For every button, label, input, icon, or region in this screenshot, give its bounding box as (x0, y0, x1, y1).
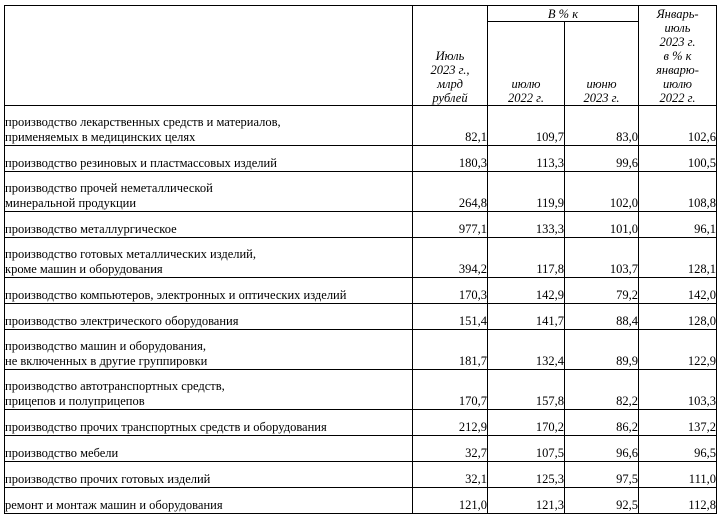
table-row (5, 304, 717, 330)
header-vs-june-2023 (565, 22, 639, 106)
table-row (5, 410, 717, 436)
percent-vs-july-2022: 170,2 (488, 410, 565, 436)
header-line: 2022 г. (508, 91, 544, 105)
header-line: январю- (656, 63, 699, 77)
value-billion-rub: 181,7 (413, 330, 488, 370)
percent-vs-july-2022: 133,3 (488, 212, 565, 238)
header-line: 2023 г. (583, 91, 620, 105)
table-row (5, 488, 717, 514)
header-line: июню (586, 77, 617, 91)
table-row (5, 330, 717, 370)
percent-jan-july: 108,8 (639, 172, 717, 212)
industry-name (5, 410, 413, 436)
percent-jan-july: 103,3 (639, 370, 717, 410)
percent-jan-july: 122,9 (639, 330, 717, 370)
percent-jan-july: 142,0 (639, 278, 717, 304)
industry-name (5, 106, 413, 146)
industry-name-line: производство мебели (5, 446, 119, 460)
table-row (5, 146, 717, 172)
industry-name (5, 212, 413, 238)
value-billion-rub: 32,7 (413, 436, 488, 462)
table-row (5, 238, 717, 278)
header-jan-july (639, 6, 717, 106)
industry-name-line: производство металлургическое (5, 222, 177, 236)
value-billion-rub: 32,1 (413, 462, 488, 488)
industry-name-line: ремонт и монтаж машин и оборудования (5, 498, 223, 512)
header-line: Январь- (656, 7, 699, 21)
percent-vs-july-2022: 113,3 (488, 146, 565, 172)
percent-jan-july: 111,0 (639, 462, 717, 488)
industry-name (5, 370, 413, 410)
industry-name (5, 304, 413, 330)
percent-vs-june-2023: 103,7 (565, 238, 639, 278)
percent-vs-june-2023: 96,6 (565, 436, 639, 462)
industry-name-line: производство прочей неметаллической (5, 181, 213, 195)
percent-vs-june-2023: 89,9 (565, 330, 639, 370)
header-percent-group: В % к (488, 6, 639, 22)
industry-name-line: производство лекарственных средств и материалов, (5, 115, 281, 129)
industry-name-line: прицепов и полуприцепов (5, 394, 145, 408)
table-row (5, 172, 717, 212)
header-line: 2023 г. (659, 35, 696, 49)
value-billion-rub: 977,1 (413, 212, 488, 238)
industry-name-line: производство прочих готовых изделий (5, 472, 211, 486)
percent-vs-july-2022: 125,3 (488, 462, 565, 488)
industry-name-line: кроме машин и оборудования (5, 262, 163, 276)
value-billion-rub: 82,1 (413, 106, 488, 146)
percent-jan-july: 137,2 (639, 410, 717, 436)
industry-name-line: производство компьютеров, электронных и оптических изделий (5, 288, 347, 302)
industry-name (5, 488, 413, 514)
percent-vs-june-2023: 97,5 (565, 462, 639, 488)
industry-name-line: минеральной продукции (5, 196, 137, 210)
table-row (5, 370, 717, 410)
percent-vs-july-2022: 157,8 (488, 370, 565, 410)
value-billion-rub: 264,8 (413, 172, 488, 212)
industry-name-line: производство прочих транспортных средств и оборудования (5, 420, 327, 434)
industry-name-line: производство электрического оборудования (5, 314, 239, 328)
value-billion-rub: 151,4 (413, 304, 488, 330)
industry-name (5, 278, 413, 304)
header-empty-cell (5, 6, 413, 106)
percent-vs-june-2023: 82,2 (565, 370, 639, 410)
header-july-value (413, 6, 488, 106)
percent-vs-june-2023: 88,4 (565, 304, 639, 330)
industry-name-line: производство машин и оборудования, (5, 339, 206, 353)
value-billion-rub: 180,3 (413, 146, 488, 172)
industry-name (5, 172, 413, 212)
industry-name (5, 436, 413, 462)
percent-jan-july: 112,8 (639, 488, 717, 514)
percent-jan-july: 100,5 (639, 146, 717, 172)
industry-name-line: производство готовых металлических изделий, (5, 247, 256, 261)
industry-name (5, 330, 413, 370)
percent-jan-july: 96,5 (639, 436, 717, 462)
percent-vs-july-2022: 141,7 (488, 304, 565, 330)
header-line: июль (664, 21, 691, 35)
percent-vs-july-2022: 121,3 (488, 488, 565, 514)
industry-name-line: применяемых в медицинских целях (5, 130, 196, 144)
header-vs-july-2022 (488, 22, 565, 106)
percent-vs-june-2023: 101,0 (565, 212, 639, 238)
value-billion-rub: 212,9 (413, 410, 488, 436)
percent-vs-july-2022: 117,8 (488, 238, 565, 278)
header-line: июлю (662, 77, 693, 91)
header-line: 2022 г. (659, 91, 696, 105)
header-line: Июль (435, 49, 465, 63)
table-body (5, 106, 717, 514)
percent-jan-july: 128,0 (639, 304, 717, 330)
table-row (5, 462, 717, 488)
percent-vs-june-2023: 92,5 (565, 488, 639, 514)
percent-vs-june-2023: 86,2 (565, 410, 639, 436)
industry-name-line: не включенных в другие группировки (5, 354, 208, 368)
header-line: июлю (511, 77, 541, 91)
percent-vs-june-2023: 83,0 (565, 106, 639, 146)
table-row (5, 278, 717, 304)
table-row (5, 212, 717, 238)
value-billion-rub: 121,0 (413, 488, 488, 514)
industry-name (5, 238, 413, 278)
percent-jan-july: 128,1 (639, 238, 717, 278)
percent-vs-july-2022: 109,7 (488, 106, 565, 146)
industry-name-line: производство резиновых и пластмассовых изделий (5, 156, 277, 170)
value-billion-rub: 170,3 (413, 278, 488, 304)
percent-vs-june-2023: 79,2 (565, 278, 639, 304)
percent-vs-july-2022: 119,9 (488, 172, 565, 212)
value-billion-rub: 394,2 (413, 238, 488, 278)
table-row (5, 106, 717, 146)
percent-jan-july: 102,6 (639, 106, 717, 146)
industry-name (5, 146, 413, 172)
percent-jan-july: 96,1 (639, 212, 717, 238)
industry-name-line: производство автотранспортных средств, (5, 379, 225, 393)
percent-vs-july-2022: 142,9 (488, 278, 565, 304)
industry-name (5, 462, 413, 488)
header-line: в % к (663, 49, 692, 63)
percent-vs-july-2022: 107,5 (488, 436, 565, 462)
value-billion-rub: 170,7 (413, 370, 488, 410)
industry-production-table (4, 5, 717, 514)
table-row (5, 436, 717, 462)
percent-vs-june-2023: 99,6 (565, 146, 639, 172)
header-line: рублей (432, 91, 468, 105)
header-line: 2023 г., (430, 63, 470, 77)
header-line: млрд (437, 77, 463, 91)
percent-vs-july-2022: 132,4 (488, 330, 565, 370)
percent-vs-june-2023: 102,0 (565, 172, 639, 212)
